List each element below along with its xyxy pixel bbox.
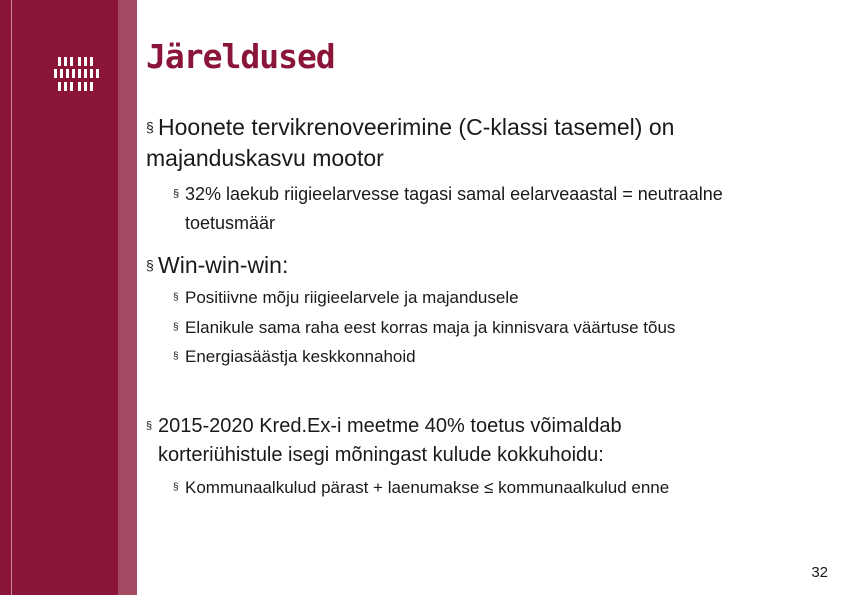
bullet-text: 32% laekub riigieelarvesse tagasi samal eelarveaastal = neutraalne toetusmäär	[185, 184, 723, 233]
bullet-text: Positiivne mõju riigieelarvele ja majandusele	[185, 288, 519, 307]
sidebar-divider	[11, 0, 12, 595]
bullet-text: Win-win-win:	[158, 252, 289, 278]
sub-bullet-item	[173, 317, 813, 339]
grid-logo-icon	[54, 57, 99, 97]
slide-title: Järeldused	[146, 37, 335, 76]
sub-bullet-item	[173, 180, 793, 238]
sidebar-edge-stripe	[118, 0, 137, 595]
bullet-item	[146, 250, 806, 281]
bullet-marker: §	[173, 292, 179, 303]
bullet-text: Hoonete tervikrenoveerimine (C-klassi tasemel) on majanduskasvu mootor	[146, 114, 675, 171]
sub-bullet-item	[173, 287, 813, 309]
bullet-marker: §	[146, 257, 154, 273]
bullet-marker: §	[173, 482, 179, 493]
bullet-marker: §	[173, 351, 179, 362]
bullet-item	[146, 112, 806, 174]
bullet-text: Elanikule sama raha eest korras maja ja kinnisvara väärtuse tõus	[185, 318, 676, 337]
page-number: 32	[811, 564, 828, 581]
bullet-text: Kommunaalkulud pärast + laenumakse ≤ kommunaalkulud enne	[185, 478, 670, 497]
bullet-item	[146, 412, 746, 470]
bullet-marker: §	[146, 119, 154, 135]
bullet-marker: §	[146, 420, 153, 432]
sub-bullet-item	[173, 346, 813, 368]
sidebar-band	[0, 0, 137, 595]
bullet-text: 2015-2020 Kred.Ex-i meetme 40% toetus võimaldab korteriühistule isegi mõningast kulude kokkuhoidu:	[158, 415, 622, 466]
bullet-text: Energiasäästja keskkonnahoid	[185, 347, 416, 366]
bullet-marker: §	[173, 322, 179, 333]
sub-bullet-item	[173, 477, 813, 499]
bullet-marker: §	[173, 188, 180, 200]
